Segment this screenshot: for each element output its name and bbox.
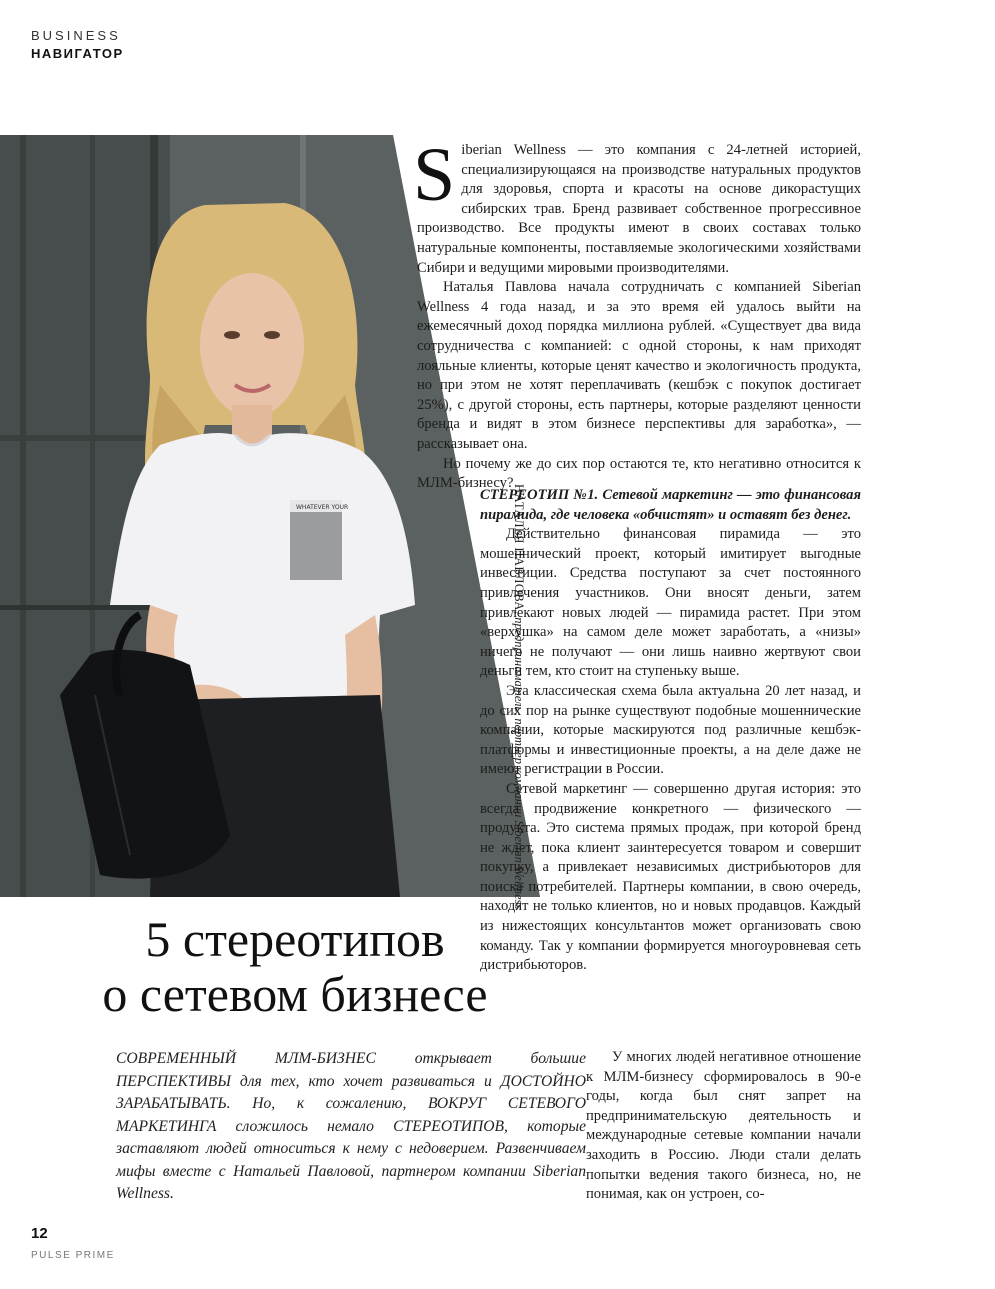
dropcap: S [413,133,456,217]
section-label [31,28,124,64]
article-column-top [413,133,861,494]
headline [60,912,530,1022]
article-column-end [586,1048,861,1205]
article-paragraph-2: Наталья Павлова начала сотрудничать с компанией Siberian Wellness 4 года назад, и за это время ей удалось выйти на ежемесячный доход порядка миллиона рублей. «Существует два вида сотрудничества с компанией: с одной стороны, к нам приходят лояльные клиенты, которые ценят качество и экологичность продукта, но при этом не хотят переплачивать (кешбэк с покупок достигает 25%), с другой стороны, есть партнеры, которые разделяют ценности бренда и видят в этом бизнесе перспективы для заработка», — рассказывает она. [417,279,861,452]
section-bottom: НАВИГАТОР [31,46,124,61]
section-top: BUSINESS [31,28,121,43]
caption-role: , предприниматель, партнер компании Siberian Wellness [512,610,526,910]
stereotype-heading-1: СТЕРЕОТИП №1. Сетевой маркетинг — это финансовая пирамида, где человека «обчистят» и оставят без денег. [480,487,861,523]
magazine-name: PULSE PRIME [31,1250,115,1261]
article-paragraph-7: У многих людей негативное отношение к МЛМ-бизнесу сформировалось в 90-е годы, когда был снят запрет на предпринимательскую деятельность и международные сетевые компании начали заходить в Россию. Люди стали делать попытки ведения такого бизнеса, но, не понимая, как он устроен, со- [586,1049,861,1203]
article-paragraph-3: Но почему же до сих пор остаются те, кто негативно относится к МЛМ-бизнесу? [417,455,861,492]
article-paragraph-6: Сетевой маркетинг — совершенно другая история: это всегда продвижение конкретного — физического — продукта. Это система прямых продаж, при которой бренд не ждет, пока клиент заинтересуется товаром и совершит покупку, а привлекает независимых дистрибьюторов для поиска потребителей. Партнеры компании, в свою очередь, находят не только клиентов, но и новых продавцов. Каждый из нижестоящих консультантов может организовать свою команду. Так у компании формируется многоуровневая сеть дистрибьюторов. [480,780,861,974]
article-paragraph-4: Действительно финансовая пирамида — это мошеннический проект, который имитирует выгодные инвестиции. Средства поступают за счет постоянного привлечения участников. Они вносят деньги, затем привлекают новых людей — пирамида растет. При этом «верхушка» на самом деле может заработать, а «низы» ничего не получают — они лишь наивно жертвуют свои деньги тем, кто стоит на ступеньку выше. [480,526,861,680]
headline-line-1: 5 стереотипов [145,911,445,967]
shirt-print: WHATEVER YOUR [296,504,349,511]
article-paragraph-5: Эта классическая схема была актуальна 20 лет назад, и до сих пор на рынке существуют подобные мошеннические компании, которые маскируются под различные кешбэк-платформы и инвестиционные проекты, а на деле даже не имеют регистрации в России. [480,682,861,778]
lead-paragraph: СОВРЕМЕННЫЙ МЛМ-БИЗНЕС открывает большие ПЕРСПЕКТИВЫ для тех, кто хочет развиваться и ДОСТОЙНО ЗАРАБАТЫВАТЬ. Но, к сожалению, ВОКРУГ СЕТЕВОГО МАРКЕТИНГА сложилось немало СТЕРЕОТИПОВ, которые заставляют людей относиться к нему с недоверием. Развенчиваем мифы вместе с Натальей Павловой, партнером компании Siberian Wellness. [116,1050,586,1202]
page-number: 12 [31,1225,48,1242]
article-intro: iberian Wellness — это компания с 24-летней историей, специализирующаяся на производстве натуральных продуктов для здоровья, спорта и красоты на основе дикорастущих сибирских трав. Бренд развивает собственное прогрессивное производство. Все продукты имеют в своих составах только натуральные компоненты, поставляемые экологическими хозяйствами Сибири и ведущими мировыми производителями. [417,142,861,276]
caption-name: НАТАЛЬЯ ПАВЛОВА [512,484,526,611]
article-column-bottom [480,486,861,976]
headline-line-2: о сетевом бизнесе [102,966,488,1022]
